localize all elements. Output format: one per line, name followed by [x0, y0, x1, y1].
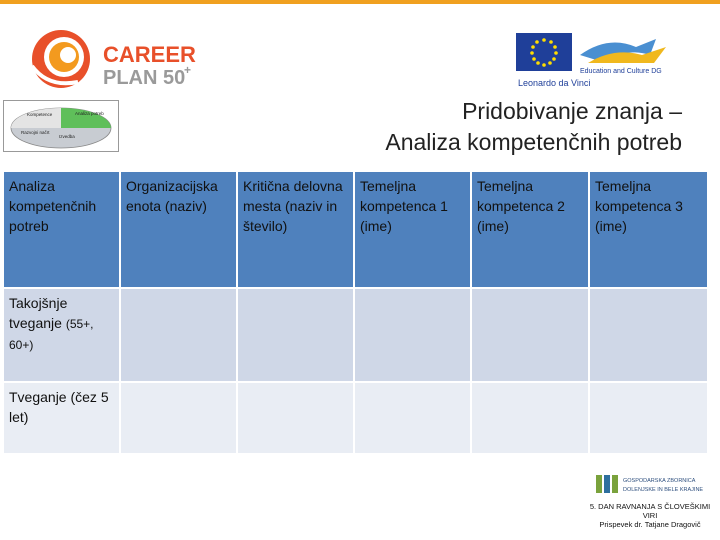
- career-plan-logo: [28, 26, 198, 92]
- table-header-row: [3, 171, 708, 288]
- chamber-logo: [596, 472, 716, 496]
- svg-text:Analiza potreb: Analiza potreb: [75, 111, 104, 116]
- svg-text:Kompetence: Kompetence: [27, 112, 53, 117]
- top-accent-line: [0, 0, 720, 4]
- table-cell[interactable]: [354, 382, 471, 454]
- footer-note: 5. DAN RAVNANJA S ČLOVEŠKIMI VIRI Prispevek dr. Tatjane Dragovič: [589, 502, 711, 529]
- svg-text:GOSPODARSKA ZBORNICA: GOSPODARSKA ZBORNICA: [623, 478, 696, 484]
- chamber-mark-icon: [596, 475, 602, 493]
- eu-text1: Education and Culture DG: [580, 68, 662, 75]
- thumbnail-diagram: [3, 100, 119, 152]
- logo-sup: +: [184, 63, 192, 77]
- header-cell: Kritična delovna mesta (naziv in število): [237, 171, 354, 288]
- header-cell: Temeljna kompetenca 3 (ime): [589, 171, 708, 288]
- header-cell: Temeljna kompetenca 2 (ime): [471, 171, 589, 288]
- table-row: [3, 382, 708, 454]
- slide-title: [385, 96, 682, 158]
- svg-text:Izvedba: Izvedba: [59, 134, 75, 139]
- logo-line2: PLAN 50: [103, 67, 186, 89]
- row-label: Tveganje (čez 5 let): [3, 382, 120, 454]
- header-cell: Temeljna kompetenca 1 (ime): [354, 171, 471, 288]
- table-cell[interactable]: [589, 382, 708, 454]
- table-row: [3, 288, 708, 382]
- table-cell[interactable]: [354, 288, 471, 382]
- row-note: (55+, 60+): [9, 317, 94, 352]
- table-cell[interactable]: [120, 288, 237, 382]
- table-cell[interactable]: [589, 288, 708, 382]
- title-line1: Pridobivanje znanja –: [462, 98, 682, 124]
- table-cell[interactable]: [471, 288, 589, 382]
- eu-text2: Leonardo da Vinci: [518, 78, 591, 88]
- table-cell[interactable]: [237, 288, 354, 382]
- table-cell[interactable]: [237, 382, 354, 454]
- row-label: Takojšnje tveganje (55+, 60+): [3, 288, 120, 382]
- title-line2: Analiza kompetenčnih potreb: [385, 129, 682, 155]
- svg-text:Razvojni načrt: Razvojni načrt: [21, 130, 50, 135]
- logo-line1: CAREER: [103, 42, 196, 67]
- header-cell: Organizacijska enota (naziv): [120, 171, 237, 288]
- svg-text:DOLENJSKE IN BELE KRAJINE: DOLENJSKE IN BELE KRAJINE: [623, 487, 704, 493]
- table-cell[interactable]: [471, 382, 589, 454]
- table-cell[interactable]: [120, 382, 237, 454]
- header-cell: Analiza kompetenčnih potreb: [3, 171, 120, 288]
- eu-leonardo-logo: [516, 33, 676, 91]
- competence-table: [2, 170, 709, 455]
